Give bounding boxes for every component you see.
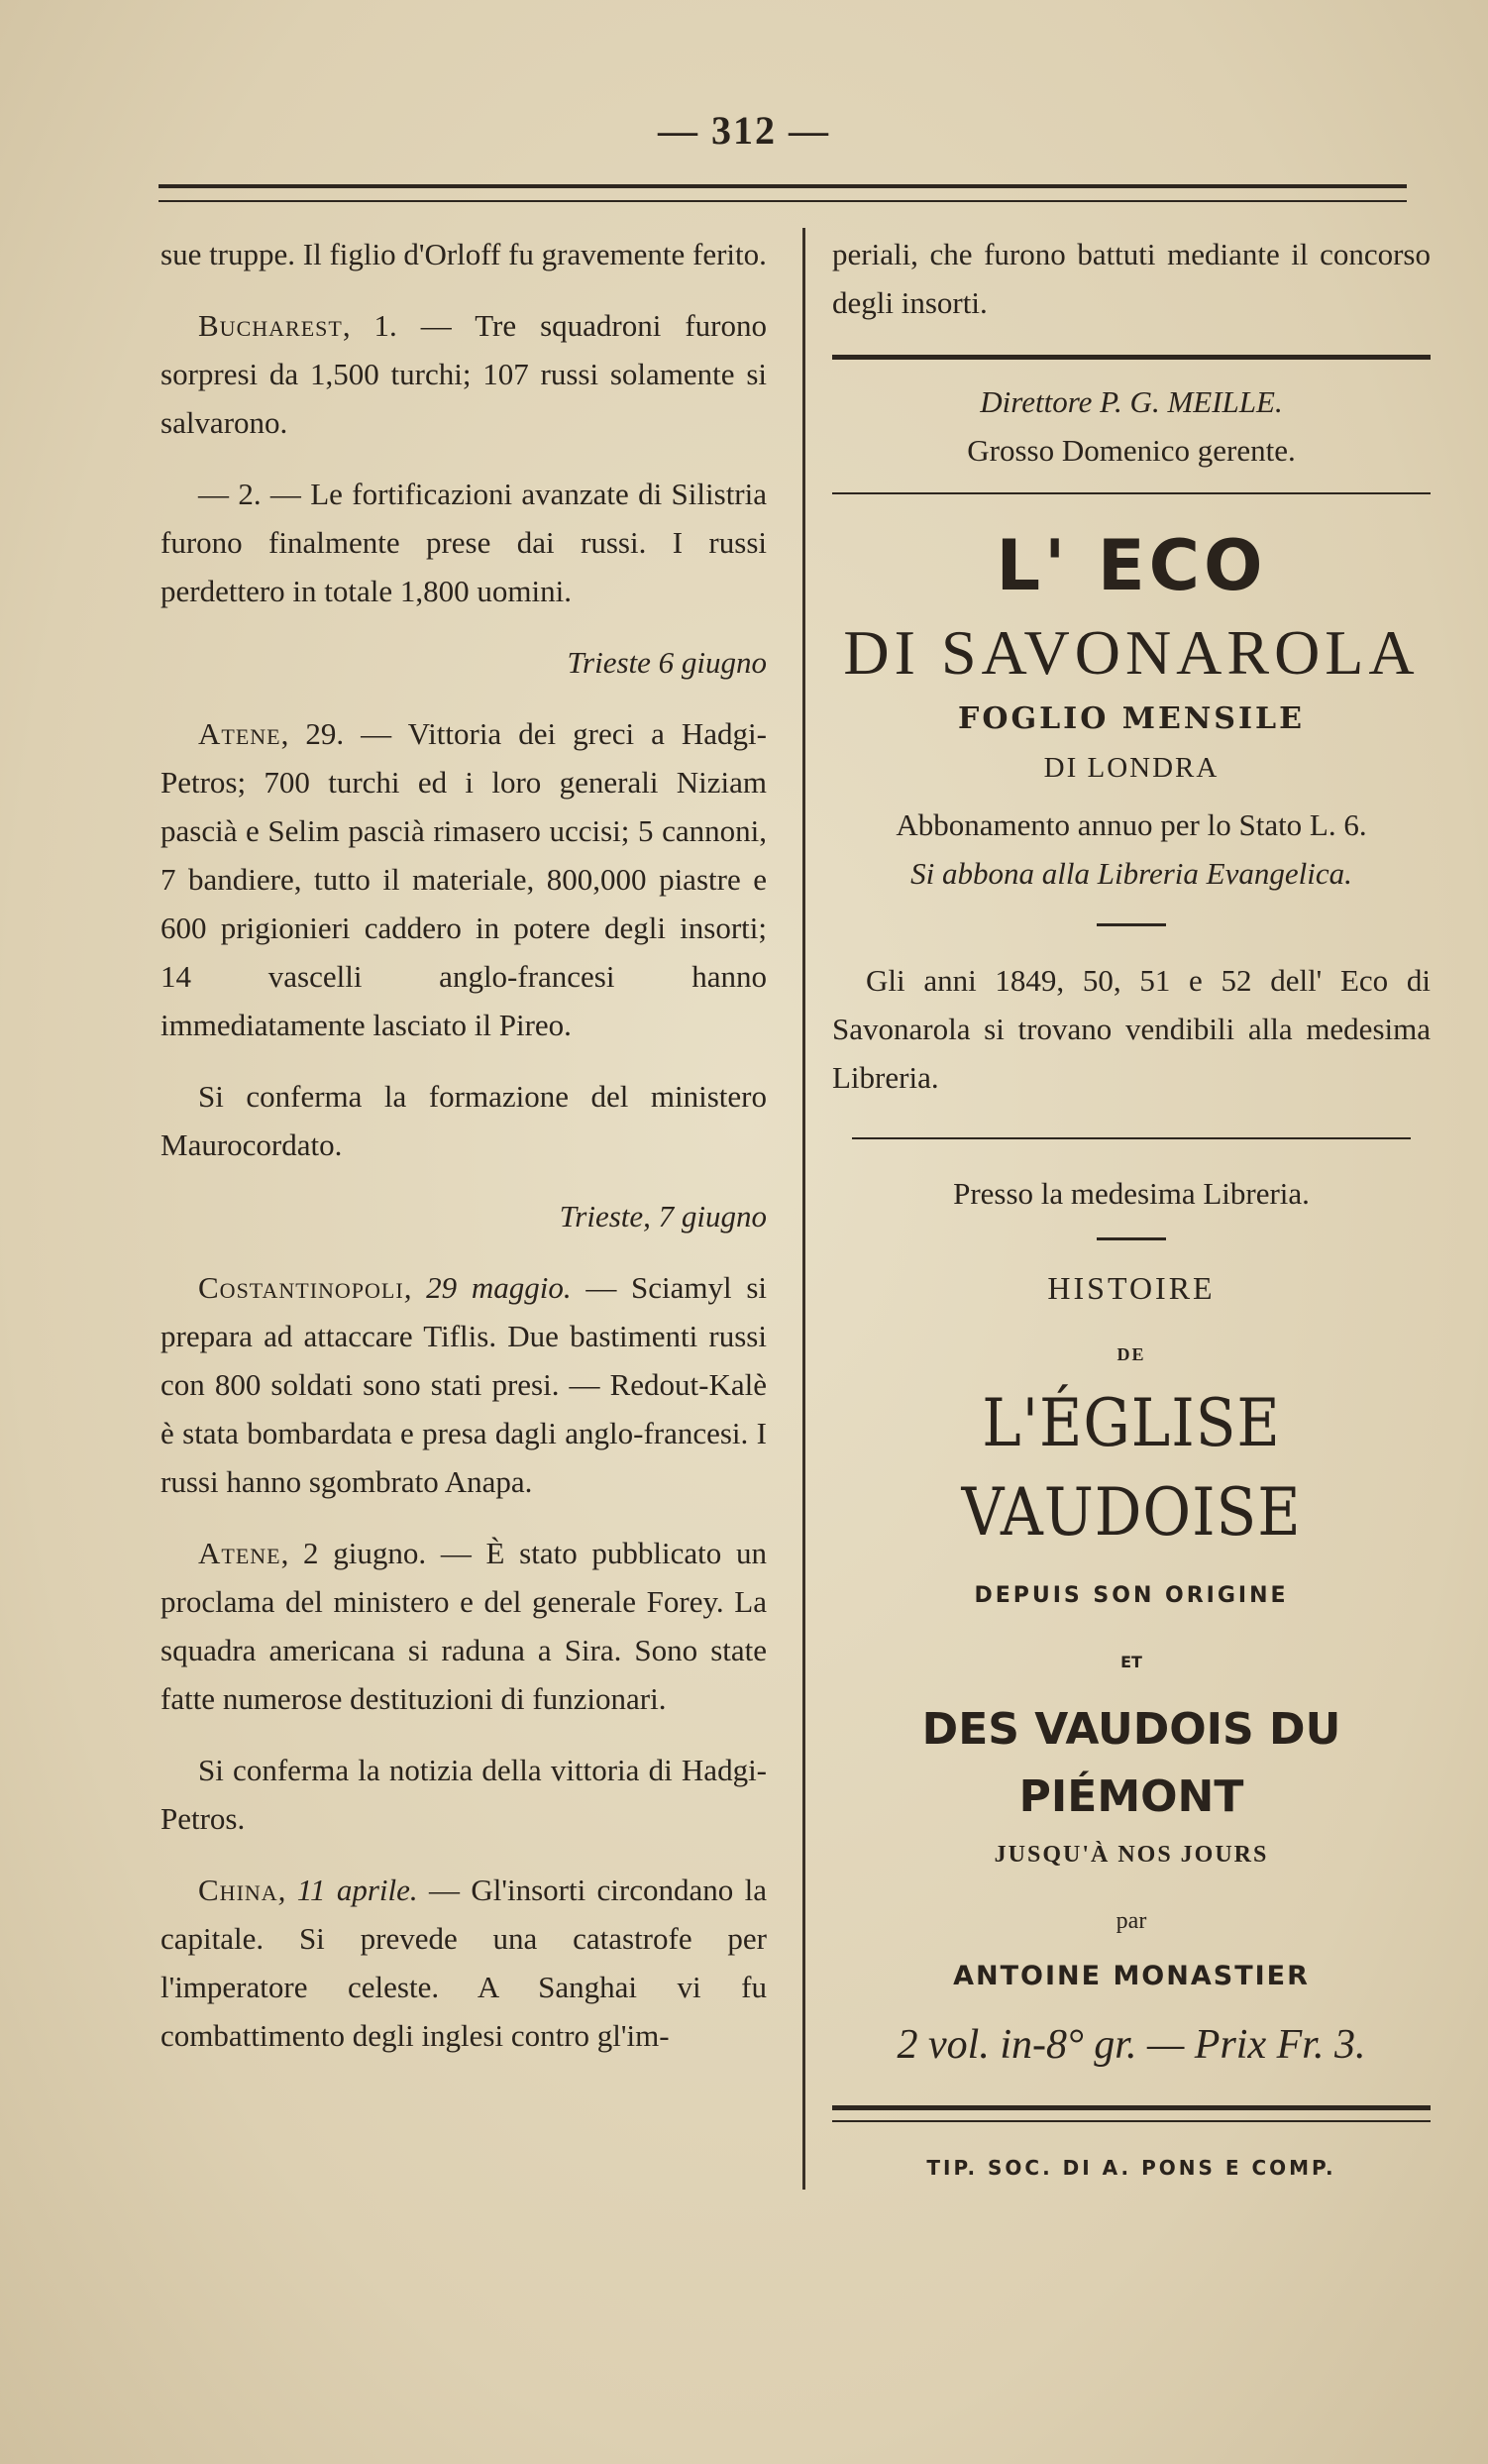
news-date: , 11 aprile. bbox=[277, 1873, 418, 1907]
right-column bbox=[832, 230, 1431, 2193]
news-paragraph bbox=[160, 1263, 767, 1506]
book-author: ANTOINE MONASTIER bbox=[953, 1961, 1310, 1991]
news-text: — Gl'insorti circondano la capitale. Si prevede una catastrofe per l'imperatore celeste. A Sanghai vi fu combattimento degli inglesi contro gl'im- bbox=[160, 1873, 768, 2053]
book-title-line: HISTOIRE bbox=[1047, 1270, 1216, 1306]
news-text: , 29. — Vittoria dei greci a Hadgi-Petros; 700 turchi ed i loro generali Niziam pascià e Selim pascià rimasero uccisi; 5 cannoni, 7 bandiere, tutto il materiale, 800,000 piastre e 600 prigionieri caddero in potere degli insorti; 14 vascelli anglo-francesi hanno immediatamente lasciato il Pireo. bbox=[160, 716, 767, 1042]
dateline: Trieste 6 giugno bbox=[567, 645, 767, 680]
news-paragraph: Si conferma la notizia della vittoria di Hadgi-Petros. bbox=[160, 1753, 767, 1836]
book-title-line: ET bbox=[1120, 1653, 1142, 1671]
book-title-line: DE bbox=[1116, 1344, 1146, 1364]
subscription-where: Si abbona alla Libreria Evangelica. bbox=[910, 856, 1352, 891]
book-ad-intro: Presso la medesima Libreria. bbox=[953, 1176, 1310, 1211]
place-heading: Atene bbox=[198, 1536, 281, 1570]
place-heading: Bucharest bbox=[198, 308, 343, 343]
news-paragraph bbox=[160, 1529, 767, 1723]
news-paragraph bbox=[160, 1866, 767, 2060]
ad-frequency: FOGLIO MENSILE bbox=[958, 701, 1305, 736]
book-title-line: JUSQU'À NOS JOURS bbox=[994, 1842, 1269, 1868]
news-text: — Sciamyl si prepara ad attaccare Tiflis. Due bastimenti russi con 800 soldati sono stati presi. — Redout-Kalè è stata bombardata e presa dagli anglo-francesi. I russi hanno sgombrato Anapa. bbox=[160, 1270, 768, 1499]
news-text: , 1. — Tre squadroni furono sorpresi da 1,500 turchi; 107 russi solamente si salvarono. bbox=[160, 308, 767, 440]
divider bbox=[832, 492, 1431, 494]
ad-subtitle: DI SAVONAROLA bbox=[843, 617, 1420, 688]
dateline: Trieste, 7 giugno bbox=[559, 1199, 767, 1233]
book-price: 2 vol. in-8° gr. — Prix Fr. 3. bbox=[897, 2022, 1366, 2068]
divider bbox=[1097, 923, 1166, 926]
left-column bbox=[160, 230, 767, 2083]
back-issues-text: Gli anni 1849, 50, 51 e 52 dell' Eco di Savonarola si trovano vendibili alla medesima Libreria. bbox=[832, 963, 1431, 1095]
news-paragraph: sue truppe. Il figlio d'Orloff fu gravemente ferito. bbox=[160, 237, 767, 271]
ad-location: DI LONDRA bbox=[1043, 752, 1220, 784]
continued-paragraph: periali, che furono battuti mediante il concorso degli insorti. bbox=[832, 237, 1431, 320]
news-paragraph: — 2. — Le fortificazioni avanzate di Silistria furono finalmente prese dai russi. I russi perdettero in totale 1,800 uomini. bbox=[160, 477, 767, 608]
page-number: — 312 — bbox=[658, 108, 830, 153]
divider bbox=[832, 2105, 1431, 2122]
printer-imprint: TIP. SOC. DI A. PONS E COMP. bbox=[926, 2156, 1336, 2180]
divider bbox=[852, 1137, 1411, 1139]
book-title-line: DEPUIS SON ORIGINE bbox=[974, 1583, 1289, 1608]
news-date: , 29 maggio. bbox=[403, 1270, 572, 1305]
place-heading: Costantinopoli bbox=[198, 1270, 404, 1305]
news-paragraph bbox=[160, 301, 767, 447]
place-heading: Atene bbox=[198, 716, 281, 751]
top-rule bbox=[159, 184, 1407, 202]
news-paragraph bbox=[160, 709, 767, 1049]
ad-title: L' ECO bbox=[996, 525, 1267, 606]
book-title-main: L'ÉGLISE VAUDOISE bbox=[961, 1385, 1302, 1551]
news-paragraph: Si conferma la formazione del ministero Maurocordato. bbox=[160, 1079, 767, 1162]
news-text: , 2 giugno. — È stato pubblicato un proclama del ministero e del generale Forey. La squadra americana si raduna a Sira. Sono state fatte numerose destituzioni di funzionari. bbox=[160, 1536, 767, 1716]
book-author-by: par bbox=[1116, 1908, 1147, 1934]
divider bbox=[1097, 1237, 1166, 1240]
column-divider bbox=[802, 228, 805, 2190]
director-line: Direttore P. G. MEILLE. bbox=[980, 384, 1283, 419]
divider bbox=[832, 355, 1431, 360]
book-title-main: DES VAUDOIS DU PIÉMONT bbox=[921, 1704, 1341, 1822]
subscription-price: Abbonamento annuo per lo Stato L. 6. bbox=[896, 807, 1367, 842]
manager-line: Grosso Domenico gerente. bbox=[967, 433, 1296, 468]
place-heading: China bbox=[198, 1873, 278, 1907]
